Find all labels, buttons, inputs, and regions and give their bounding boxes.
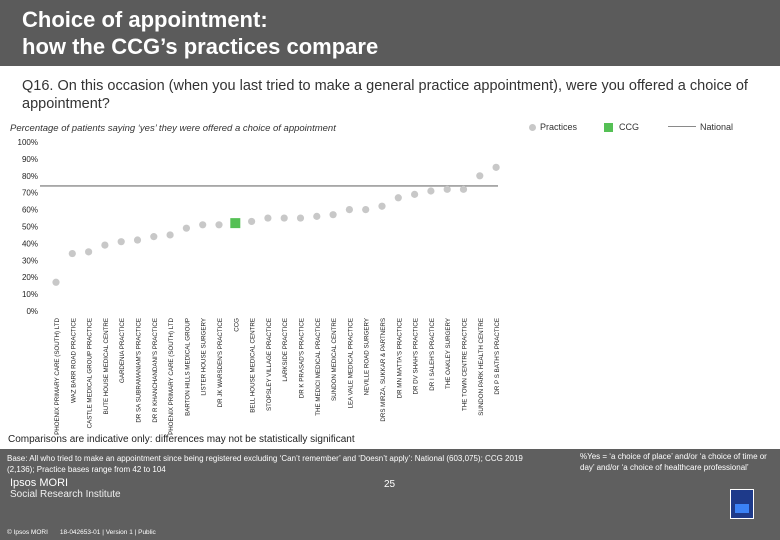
practice-point [52,279,59,286]
ccg-marker [230,218,240,228]
x-category-label: THE TOWN CENTRE PRACTICE [461,318,469,411]
x-category-label: CCG [233,318,241,332]
question-text: Q16. On this occasion (when you last tried to make a general practice appointment), were you offered a choice of appointment? [22,78,748,112]
x-category-label: LARKSIDE PRACTICE [282,318,290,382]
x-category-label: CASTLE MEDICAL GROUP PRACTICE [86,318,94,429]
x-category-label: GARDENIA PRACTICE [119,318,127,383]
y-tick-label: 10% [21,290,38,300]
practice-point [69,250,76,257]
y-tick-label: 40% [21,239,38,249]
footnote-text: %Yes = ‘a choice of place’ and/or ‘a choice of time or day’ and/or ‘a choice of healthcare professional’ [580,452,767,472]
ipsos-logo [10,477,121,501]
legend-national-label: National [700,122,734,132]
practice-point [460,186,467,193]
x-category-label: PHOENIX PRIMARY CARE (SOUTH) LTD [54,318,61,435]
logo-line1: Ipsos MORI [10,477,69,489]
comparison-note: Comparisons are indicative only: differences may not be statistically significant [8,434,355,445]
practice-point [444,186,451,193]
legend-practices-label: Practices [540,122,578,132]
practice-point [313,213,320,220]
practice-point [248,218,255,225]
practice-point [150,233,157,240]
y-tick-label: 70% [21,188,38,198]
nhs-logo-icon [730,489,754,519]
practice-point [167,231,174,238]
x-category-label: DR K PRASAD'S PRACTICE [298,318,306,399]
y-tick-label: 80% [21,171,38,181]
copyright-line [7,529,168,536]
x-category-label: SUNDON MEDICAL CENTRE [331,318,339,401]
chart-subtitle: Percentage of patients saying ‘yes’ they were offered a choice of appointment [10,123,336,134]
x-category-label: BARTON HILLS MEDICAL GROUP [184,318,192,416]
x-category-label: DR MN MATTA'S PRACTICE [396,318,404,399]
base-text: Base: All who tried to make an appointment since being registered excluding ‘Can’t remember’ and ‘Doesn’t apply’: National (603,075); CCG 2019 (2,136); Practice bases range from 42 to 104 [7,454,523,474]
x-category-label: DR P S BATH'S PRACTICE [494,317,502,395]
legend-ccg-label: CCG [619,122,639,132]
practice-point [476,172,483,179]
practice-point [395,194,402,201]
logo-line2: Social Research Institute [10,489,121,500]
x-category-label: DRS MIRZA, SUKKAR & PARTNERS [380,318,387,422]
y-tick-label: 100% [17,138,38,147]
y-tick-label: 0% [26,307,38,316]
practice-point [134,236,141,243]
x-category-label: WAZ BARR ROAD PRACTICE [70,318,78,404]
x-category-label: DR JK WARSDEN'S PRACTICE [217,318,224,408]
y-tick-label: 20% [21,273,38,283]
job-number: 18-042653-01 | Version 1 | Public [59,529,156,536]
practice-point [330,211,337,218]
y-tick-label: 60% [21,205,38,215]
practice-point [378,203,385,210]
practice-point [427,187,434,194]
x-category-label: DR SA SUBRAMANIAM'S PRACTICE [135,318,143,423]
y-tick-label: 90% [21,154,38,164]
practice-point [297,214,304,221]
x-category-label: SUNDON PARK HEALTH CENTRE [477,318,485,416]
y-tick-label: 30% [21,256,38,266]
x-category-label: LEA VALE MEDICAL PRACTICE [347,318,355,409]
x-category-label: DR DV SHAH'S PRACTICE [412,318,420,395]
y-tick-label: 50% [21,222,38,232]
page-title: Choice of appointment: how the CCG’s practices compare [22,7,379,59]
footer-bar [0,449,780,540]
x-category-label: THE MEDICI MEDICAL PRACTICE [314,318,322,416]
copyright: © Ipsos MORI [7,529,48,536]
practice-point [362,206,369,213]
x-category-label: LISTER HOUSE SURGERY [200,318,208,396]
practice-point [215,221,222,228]
practice-point [118,238,125,245]
practice-point [411,191,418,198]
x-category-label: DR I SALEH'S PRACTICE [428,318,436,391]
practice-point [101,241,108,248]
x-category-label: STOPSLEY VILLAGE PRACTICE [265,318,273,411]
practice-point [199,221,206,228]
practice-point [346,206,353,213]
practice-point [264,214,271,221]
x-category-label: THE OAKLEY SURGERY [445,318,453,389]
practice-point [85,248,92,255]
page-number: 25 [384,479,396,490]
practice-point [183,225,190,232]
x-category-label: BUTE HOUSE MEDICAL CENTRE [102,318,110,415]
x-category-label: NEVILLE ROAD SURGERY [363,318,371,396]
practice-point [493,164,500,171]
x-category-label: BELL HOUSE MEDICAL CENTRE [249,318,257,413]
x-category-label: DR R KHANCHANDANI'S PRACTICE [151,318,159,423]
practice-point [281,214,288,221]
x-category-label: PHOENIX PRIMARY CARE (SOUTH) LTD [168,318,176,435]
